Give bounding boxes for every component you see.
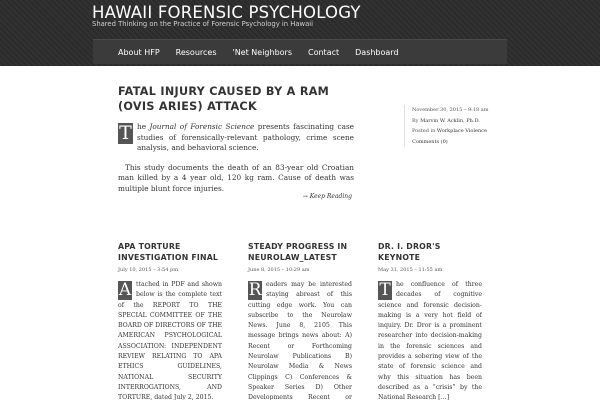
site-tagline: Shared Thinking on the Practice of Forensic Psychology in Hawaii: [92, 20, 314, 28]
keep-reading-link[interactable]: → Keep Reading: [302, 193, 352, 200]
dropcap: R: [248, 280, 262, 300]
featured-post: [118, 84, 354, 194]
nav-item-about[interactable]: About HFP: [118, 47, 160, 57]
site-header: [0, 0, 600, 66]
post-card: [118, 241, 222, 400]
post-card: [378, 241, 482, 400]
post-meta: [404, 105, 504, 147]
post-card-title[interactable]: APA TORTURE INVESTIGATION FINAL: [118, 242, 219, 262]
featured-post-body: [118, 122, 354, 194]
post-card-date: July 10, 2015 – 3:54 pm: [118, 267, 178, 273]
excerpt-text: ttached in PDF and shown below is the complete text of the REPORT TO THE SPECIAL COMMITTEE OF THE BOARD OF DIRECTORS OF THE AMERICAN PSYCHOLOGICAL ASSOCIATION: INDEPENDENT REVIEW RELATING TO APA ETHICS GUIDELINES, NATIONAL SECURITY INTERROGATIONS, AND TORTURE, dated July 2, 2015.: [118, 281, 222, 400]
nav-item-net-neighbors[interactable]: 'Net Neighbors: [232, 47, 292, 57]
post-card-date: June 8, 2015 – 10:29 am: [248, 267, 310, 273]
post-author-line: [412, 116, 504, 127]
excerpt-text: he confluence of three decades of cognitive science and forensic decision-making is a very hot field of inquiry. Dr. Dror is a prominent researcher into decision-making in the forensic sciences and provides a sobering view of the state of forensic science and why this situation has been described as a “crisis” by the National Research […]: [378, 281, 482, 400]
dropcap: A: [118, 280, 132, 300]
dropcap: T: [119, 122, 132, 144]
comments-link[interactable]: Comments (0): [412, 138, 448, 145]
by-label: By: [412, 117, 421, 124]
journal-name: Journal of Forensic Science: [149, 122, 255, 131]
featured-post-title[interactable]: FATAL INJURY CAUSED BY A RAM (OVIS ARIES) ATTACK: [118, 85, 330, 113]
featured-text: he: [137, 122, 150, 131]
post-datetime: November 30, 2015 – 9:18 am: [412, 107, 489, 113]
main-nav: [93, 39, 507, 64]
post-card-excerpt: [378, 280, 482, 400]
featured-paragraph-2: This study documents the death of an 83-year old Croatian man killed by a 4 year old, 120 kg ram. Cause of death was multiple blunt force injuries.: [118, 162, 354, 193]
post-category-line: [412, 126, 504, 137]
featured-paragraph-1: [118, 122, 354, 154]
category-link[interactable]: Workplace Violence: [436, 128, 487, 134]
featured-text: presents fascinating case studies of forensically-relevant pathology, crime scene analysis, and behavioral science.: [137, 122, 355, 152]
post-card-excerpt: [118, 280, 222, 400]
excerpt-text: eaders may be interested staying abreast of this cutting edge work. You can subscribe to the Neurolaw News. June 8, 2105 This message brings news about: A) Recent or Forthcoming Neurolaw Publications B) Neurolaw Media & News Clippings C) Conferences & Speaker Series D) Other Developments Recent or: [248, 281, 352, 400]
post-card-title[interactable]: DR. I. DROR'S KEYNOTE: [378, 242, 441, 262]
nav-item-contact[interactable]: Contact: [308, 47, 340, 57]
dropcap: T: [379, 280, 391, 300]
posted-in-label: Posted in: [412, 128, 437, 134]
post-card: [248, 241, 352, 400]
post-card-excerpt: [248, 280, 352, 400]
post-card-title[interactable]: STEADY PROGRESS IN NEUROLAW_LATEST: [248, 242, 348, 262]
nav-item-resources[interactable]: Resources: [175, 47, 217, 57]
site-title[interactable]: HAWAII FORENSIC PSYCHOLOGY: [92, 3, 361, 22]
author-link[interactable]: Marvin W. Acklin, Ph.D.: [420, 117, 480, 124]
nav-item-dashboard[interactable]: Dashboard: [355, 47, 399, 57]
post-card-date: May 31, 2015 – 11:55 am: [378, 267, 443, 273]
